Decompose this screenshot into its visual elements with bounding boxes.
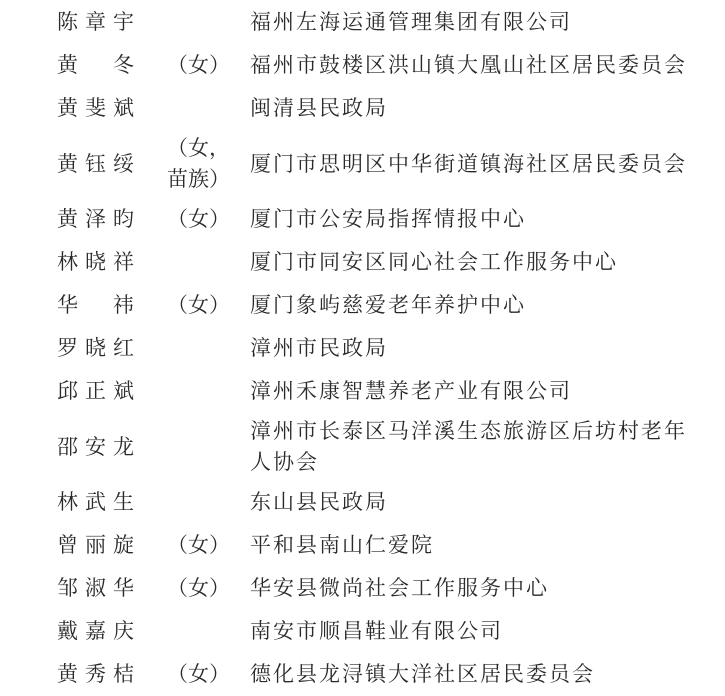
organization-name: 德化县龙浔镇大洋社区居民委员会 [250, 662, 595, 686]
person-name: 黄斐斌 [57, 96, 134, 120]
organization-name: 东山县民政局 [250, 490, 388, 514]
person-name: 陈章宇 [57, 10, 134, 34]
person-name: 林武生 [57, 490, 134, 514]
table-row [0, 413, 725, 481]
organization-name: 漳州禾康智慧养老产业有限公司 [250, 379, 572, 403]
organization-name: 漳州市民政局 [250, 336, 388, 360]
organization-name: 厦门市同安区同心社会工作服务中心 [250, 250, 618, 274]
person-name: 罗晓红 [57, 336, 134, 360]
organization-name: 南安市顺昌鞋业有限公司 [250, 619, 503, 643]
person-name: 黄泽昀 [57, 207, 134, 231]
gender-ethnicity-annotation: （女） [167, 533, 230, 557]
table-row [0, 87, 725, 130]
table-row [0, 327, 725, 370]
organization-name: 华安县微尚社会工作服务中心 [250, 576, 549, 600]
gender-ethnicity-annotation: （女，苗族） [167, 136, 230, 191]
organization-name: 厦门市公安局指挥情报中心 [250, 207, 526, 231]
table-row [0, 284, 725, 327]
organization-name: 漳州市长泰区马洋溪生态旅游区后坊村老年人协会 [250, 419, 687, 474]
table-row [0, 653, 725, 696]
person-name: 戴嘉庆 [57, 619, 134, 643]
organization-name: 平和县南山仁爱院 [250, 533, 434, 557]
gender-ethnicity-annotation: （女） [167, 207, 230, 231]
table-row [0, 481, 725, 524]
table-row [0, 610, 725, 653]
gender-ethnicity-annotation: （女） [167, 662, 230, 686]
person-name: 黄钰绥 [57, 151, 134, 176]
organization-name: 福州左海运通管理集团有限公司 [250, 10, 572, 34]
person-name: 邹淑华 [57, 576, 134, 600]
table-row [0, 44, 725, 87]
person-name: 黄秀桔 [57, 662, 134, 686]
table-row [0, 1, 725, 44]
gender-ethnicity-annotation: （女） [167, 293, 230, 317]
person-name: 黄冬 [57, 53, 134, 77]
organization-name: 厦门象屿慈爱老年养护中心 [250, 293, 526, 317]
person-name: 林晓祥 [57, 250, 134, 274]
person-name: 邱正斌 [57, 379, 134, 403]
person-name: 华祎 [57, 293, 134, 317]
table-row [0, 130, 725, 198]
organization-name: 厦门市思明区中华街道镇海社区居民委员会 [250, 151, 687, 176]
table-row [0, 524, 725, 567]
organization-name: 闽清县民政局 [250, 96, 388, 120]
table-row [0, 567, 725, 610]
table-row [0, 241, 725, 284]
gender-ethnicity-annotation: （女） [167, 576, 230, 600]
table-row [0, 370, 725, 413]
gender-ethnicity-annotation: （女） [167, 53, 230, 77]
table-row [0, 198, 725, 241]
person-name: 曾丽旋 [57, 533, 134, 557]
person-name: 邵安龙 [57, 434, 134, 459]
organization-name: 福州市鼓楼区洪山镇大凰山社区居民委员会 [250, 53, 687, 77]
